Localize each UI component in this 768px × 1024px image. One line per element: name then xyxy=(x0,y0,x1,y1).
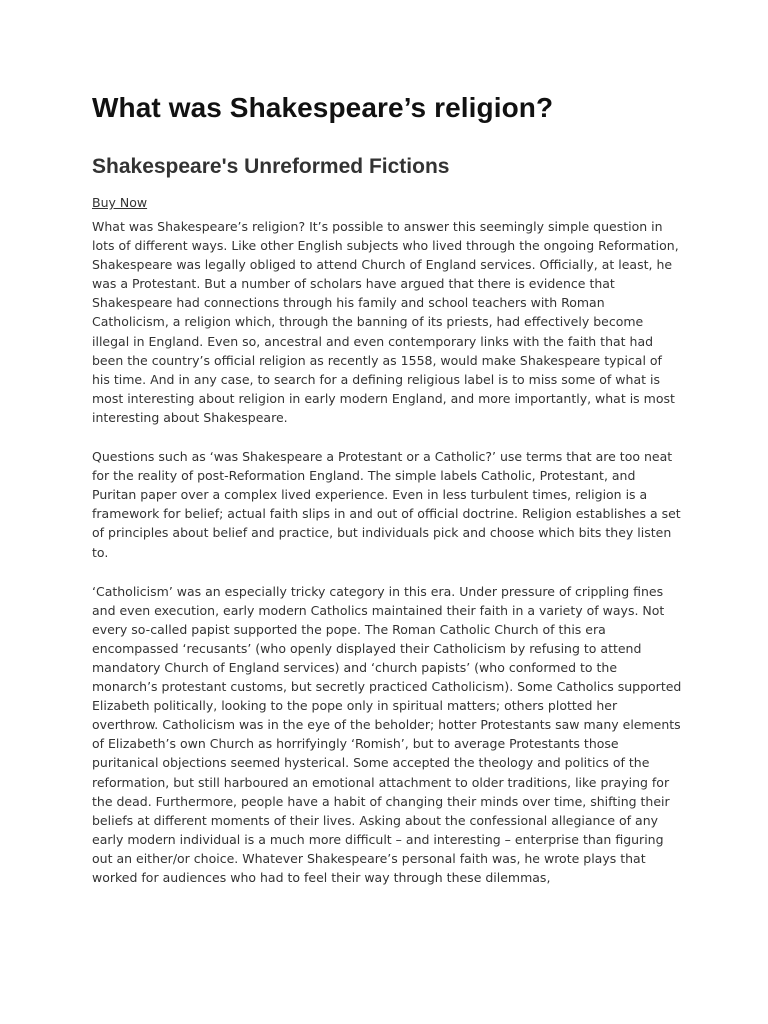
article-body xyxy=(92,217,682,887)
paragraph-3: ‘Catholicism’ was an especially tricky category in this era. Under pressure of crippling fines and even execution, early modern Catholics maintained their faith in a variety of ways. Not every so-called papist supported the pope. The Roman Catholic Church of this era encompassed ‘recusants’ (who openly displayed their Catholicism by refusing to attend mandatory Church of England services) and ‘church papists’ (who conformed to the monarch’s protestant customs, but secretly practiced Catholicism). Some Catholics supported Elizabeth politically, looking to the pope only in spiritual matters; others plotted her overthrow. Catholicism was in the eye of the beholder; hotter Protestants saw many elements of Elizabeth’s own Church as horrifyingly ‘Romish’, but to average Protestants those puritanical objections seemed hysterical. Some accepted the theology and politics of the reformation, but still harboured an emotional attachment to older traditions, like praying for the dead. Furthermore, people have a habit of changing their minds over time, shifting their beliefs at different moments of their lives. Asking about the confessional allegiance of any early modern individual is a much more difficult – and interesting – enterprise than figuring out an either/or choice. Whatever Shakespeare’s personal faith was, he wrote plays that worked for audiences who had to feel their way through these dilemmas, xyxy=(92,583,682,885)
article xyxy=(92,90,682,907)
page-title: What was Shakespeare’s religion? xyxy=(92,92,554,123)
book-subtitle: Shakespeare's Unreformed Fictions xyxy=(92,155,450,178)
buy-now-link[interactable]: Buy Now xyxy=(92,195,148,210)
paragraph-2: Questions such as ‘was Shakespeare a Protestant or a Catholic?’ use terms that are too neat for the reality of post-Reformation England. The simple labels Catholic, Protestant, and Puritan paper over a complex lived experience. Even in less turbulent times, religion is a framework for belief; actual faith slips in and out of official doctrine. Religion establishes a set of principles about belief and practice, but individuals pick and choose which bits they listen to. xyxy=(92,449,681,560)
paragraph-1: What was Shakespeare’s religion? It’s possible to answer this seemingly simple question in lots of different ways. Like other English subjects who lived through the ongoing Reformation, Shakespeare was legally obliged to attend Church of England services. Officially, at least, he was a Protestant. But a number of scholars have argued that there is evidence that Shakespeare had connections through his family and school teachers with Roman Catholicism, a religion which, through the banning of its priests, had effectively become illegal in England. Even so, ancestral and even contemporary links with the faith that had been the country’s official religion as recently as 1558, would make Shakespeare typical of his time. And in any case, to search for a defining religious label is to miss some of what is most interesting about religion in early modern England, and more importantly, what is most interesting about Shakespeare. xyxy=(92,219,679,425)
